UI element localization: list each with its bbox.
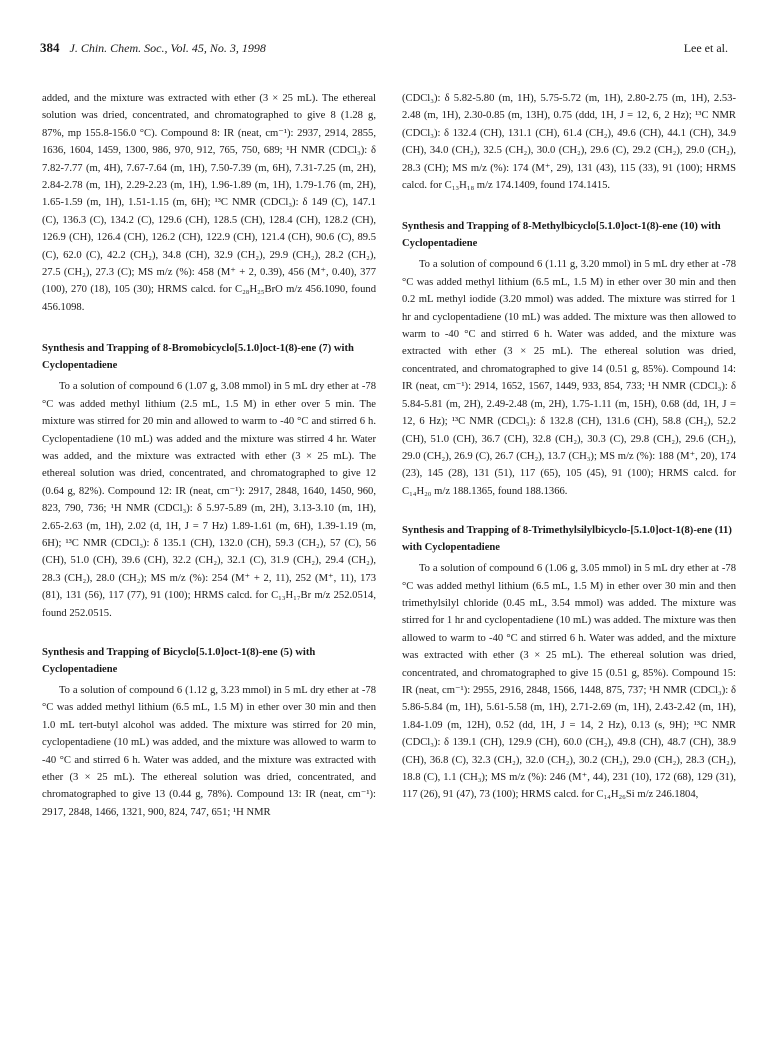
section-paragraph-bicyclooctene: To a solution of compound 6 (1.12 g, 3.23 mmol) in 5 mL dry ether at -78 °C was added methyl lithium (6.5 mL, 1.5 M) in ether over 30 min and then 1.0 mL tert-butyl alcohol was added. The mixture was stirred for 20 min, cyclopentadiene (10 mL) was added, and the mixture was allowed to warm to -40 °C and stirred 6 h. Water was added, and the mixture was extracted with ether (3 × 25 mL). The ethereal solution was dried, concentrated, and chromatographed to give 13 (0.44 g, 78%). Compound 13: IR (neat, cm⁻¹): 2917, 2848, 1466, 1321, 900, 824, 747, 651; ¹H NMR	[42, 684, 376, 818]
right-column	[402, 90, 736, 804]
continued-paragraph: added, and the mixture was extracted with ether (3 × 25 mL). The ethereal solution was dried, concentrated, and chromatographed to give 8 (1.28 g, 87%, mp 155.8-156.0 °C). Compound 8: IR (neat, cm⁻¹): 2937, 2914, 2855, 1636, 1604, 1459, 1300, 986, 970, 912, 765, 750, 689; ¹H NMR (CDCl₃): δ 7.82-7.77 (m, 4H), 7.67-7.64 (m, 1H), 7.50-7.39 (m, 6H), 7.31-7.25 (m, 2H), 2.84-2.78 (m, 1H), 2.29-2.23 (m, 1H), 1.96-1.89 (m, 1H), 1.79-1.76 (m, 2H), 1.65-1.59 (m, 1H), 1.51-1.15 (m, 6H); ¹³C NMR (CDCl₃): δ 149 (C), 147.1 (C), 136.3 (C), 134.2 (C), 129.6 (CH), 128.5 (CH), 128.4 (CH), 128.2 (CH), 126.9 (CH), 126.4 (CH), 126.2 (CH), 122.9 (CH), 121.4 (CH), 90.6 (C), 89.5 (C), 62.0 (C), 42.2 (CH₂), 34.8 (CH), 32.9 (CH₂), 29.9 (CH₂), 28.2 (CH₂), 27.5 (CH₂), 27.3 (C); MS m/z (%): 458 (M⁺ + 2, 0.39), 456 (M⁺, 0.40), 377 (100), 270 (18), 105 (30); HRMS calcd. for C₂₈H₂₅BrO m/z 456.1090, found 456.1098.	[42, 93, 376, 313]
section-heading-methylbicyclooctene: Synthesis and Trapping of 8-Methylbicyclo[5.1.0]oct-1(8)-ene (10) with Cyclopentadiene	[402, 221, 721, 250]
section-paragraph-trimethylsilylbicyclooctene: To a solution of compound 6 (1.06 g, 3.05 mmol) in 5 mL dry ether at -78 °C was added methyl lithium (6.5 mL, 1.5 M) in ether over 30 min and then trimethylsilyl chloride (0.45 mL, 3.54 mmol) was added. The mixture was stirred for 1 hr and cyclopentadiene (10 mL) was added. The mixture was then allowed to warm to -40 °C and stirred 6 h. Water was added, and the mixture was extracted with ether (3 × 25 mL). The ethereal solution was dried, concentrated, and chromatographed to give 15 (0.51 g, 85%). Compound 15: IR (neat, cm⁻¹): 2955, 2916, 2848, 1566, 1448, 875, 737; ¹H NMR (CDCl₃): δ 5.86-5.84 (m, 1H), 5.61-5.58 (m, 1H), 2.71-2.69 (m, 1H), 2.43-2.42 (m, 1H), 1.84-1.09 (m, 12H), 0.52 (dd, 1H, J = 14, 2 Hz), 0.13 (s, 9H); ¹³C NMR (CDCl₃): δ 139.1 (CH), 129.9 (CH), 60.0 (CH₂), 49.8 (CH), 48.7 (CH), 38.9 (CH), 36.8 (C), 32.3 (CH₂), 32.0 (CH₂), 30.2 (CH₂), 29.0 (CH₂), 28.3 (CH₂), 18.8 (C), 1.1 (CH₃); MS m/z (%): 246 (M⁺, 44), 231 (10), 172 (68), 129 (31), 117 (26), 91 (47), 73 (100); HRMS calcd. for C₁₄H₂₆Si m/z 246.1804,	[402, 563, 736, 801]
left-column	[42, 90, 376, 821]
running-header	[40, 40, 728, 60]
section-heading-bicyclooctene: Synthesis and Trapping of Bicyclo[5.1.0]oct-1(8)-ene (5) with Cyclopentadiene	[42, 646, 316, 675]
section-paragraph-methylbicyclooctene: To a solution of compound 6 (1.11 g, 3.20 mmol) in 5 mL dry ether at -78 °C was added methyl lithium (6.5 mL, 1.5 M) in ether over 30 min and then 0.2 mL methyl iodide (3.20 mmol) was added. The mixture was stirred for 1 hr and cyclopentadiene (10 mL) was added. The mixture was then allowed to warm to -40 °C and stirred 6 h. Water was added, and the mixture was extracted with ether (3 × 25 mL). The ethereal solution was dried, concentrated, and chromatographed to give 14 (0.51 g, 85%). Compound 14: IR (neat, cm⁻¹): 2914, 1652, 1567, 1449, 933, 854, 733; ¹H NMR (CDCl₃): δ 5.84-5.81 (m, 2H), 2.49-2.48 (m, 2H), 1.75-1.11 (m, 15H), 0.68 (dd, 1H, J = 12, 6 Hz); ¹³C NMR (CDCl₃): δ 132.8 (CH), 131.6 (CH), 58.8 (CH₂), 52.2 (CH), 51.0 (CH), 36.7 (CH), 32.8 (CH₂), 30.3 (C), 29.8 (CH₂), 29.6 (CH₂), 29.0 (CH₂), 26.9 (C), 26.7 (CH₂), 13.7 (CH₃); MS m/z (%): 188 (M⁺, 20), 174 (23), 145 (28), 131 (51), 117 (65), 105 (45), 91 (100); HRMS calcd. for C₁₄H₂₀ m/z 188.1365, found 188.1366.	[402, 259, 736, 497]
running-authors: Lee et al.	[683, 41, 728, 55]
page-number: 384	[40, 40, 60, 55]
section-paragraph-bromobicyclooctene: To a solution of compound 6 (1.07 g, 3.08 mmol) in 5 mL dry ether at -78 °C was added methyl lithium (2.5 mL, 1.5 M) in ether over 5 min. The mixture was stirred for 20 min and allowed to warm to -40 °C and stirred 6 h. Cyclopentadiene (10 mL) was added and the mixture was stirred 4 hr. Water was added, and the mixture was extracted with ether (3 × 25 mL). The ethereal solution was dried, concentrated, and chromatographed to give 12 (0.64 g, 82%). Compound 12: IR (neat, cm⁻¹): 2917, 2848, 1640, 1450, 960, 823, 790, 736; ¹H NMR (CDCl₃): δ 5.97-5.89 (m, 2H), 3.13-3.10 (m, 1H), 2.65-2.63 (m, 1H), 2.02 (d, 1H, J = 7 Hz) 1.89-1.61 (m, 6H), 1.39-1.19 (m, 6H); ¹³C NMR (CDCl₃): δ 135.1 (CH), 132.0 (CH), 59.3 (CH₂), 57 (C), 56 (CH), 51.0 (CH), 39.6 (CH), 32.2 (CH₂), 32.1 (C), 31.9 (CH₂), 29.4 (CH₂), 28.3 (CH₂), 28.0 (CH₂); MS m/z (%): 254 (M⁺ + 2, 11), 252 (M⁺, 11), 173 (81), 131 (56), 117 (77), 91 (100); HRMS calcd. for C₁₃H₁₇Br m/z 252.0514, found 252.0515.	[42, 381, 376, 619]
section-heading-trimethylsilylbicyclooctene: Synthesis and Trapping of 8-Trimethylsilylbicyclo-[5.1.0]oct-1(8)-ene (11) with Cyclopentadiene	[402, 525, 732, 554]
section-heading-bromobicyclooctene: Synthesis and Trapping of 8-Bromobicyclo[5.1.0]oct-1(8)-ene (7) with Cyclopentadiene	[42, 343, 354, 372]
continued-paragraph-right: (CDCl₃): δ 5.82-5.80 (m, 1H), 5.75-5.72 (m, 1H), 2.80-2.75 (m, 1H), 2.53-2.48 (m, 1H), 2.30-0.85 (m, 13H), 0.75 (ddd, 1H, J = 12, 6, 2 Hz); ¹³C NMR (CDCl₃): δ 132.4 (CH), 131.1 (CH), 61.4 (CH₂), 49.6 (CH), 44.1 (CH), 34.9 (CH), 34.0 (CH₂), 32.5 (CH₂), 30.0 (CH₂), 29.6 (C), 29.2 (CH₂), 29.0 (CH₂), 28.3 (CH); MS m/z (%): 174 (M⁺, 29), 131 (43), 115 (33), 91 (100); HRMS calcd. for C₁₃H₁₈ m/z 174.1409, found 174.1415.	[402, 93, 736, 192]
journal-citation: J. Chin. Chem. Soc., Vol. 45, No. 3, 1998	[69, 41, 266, 55]
